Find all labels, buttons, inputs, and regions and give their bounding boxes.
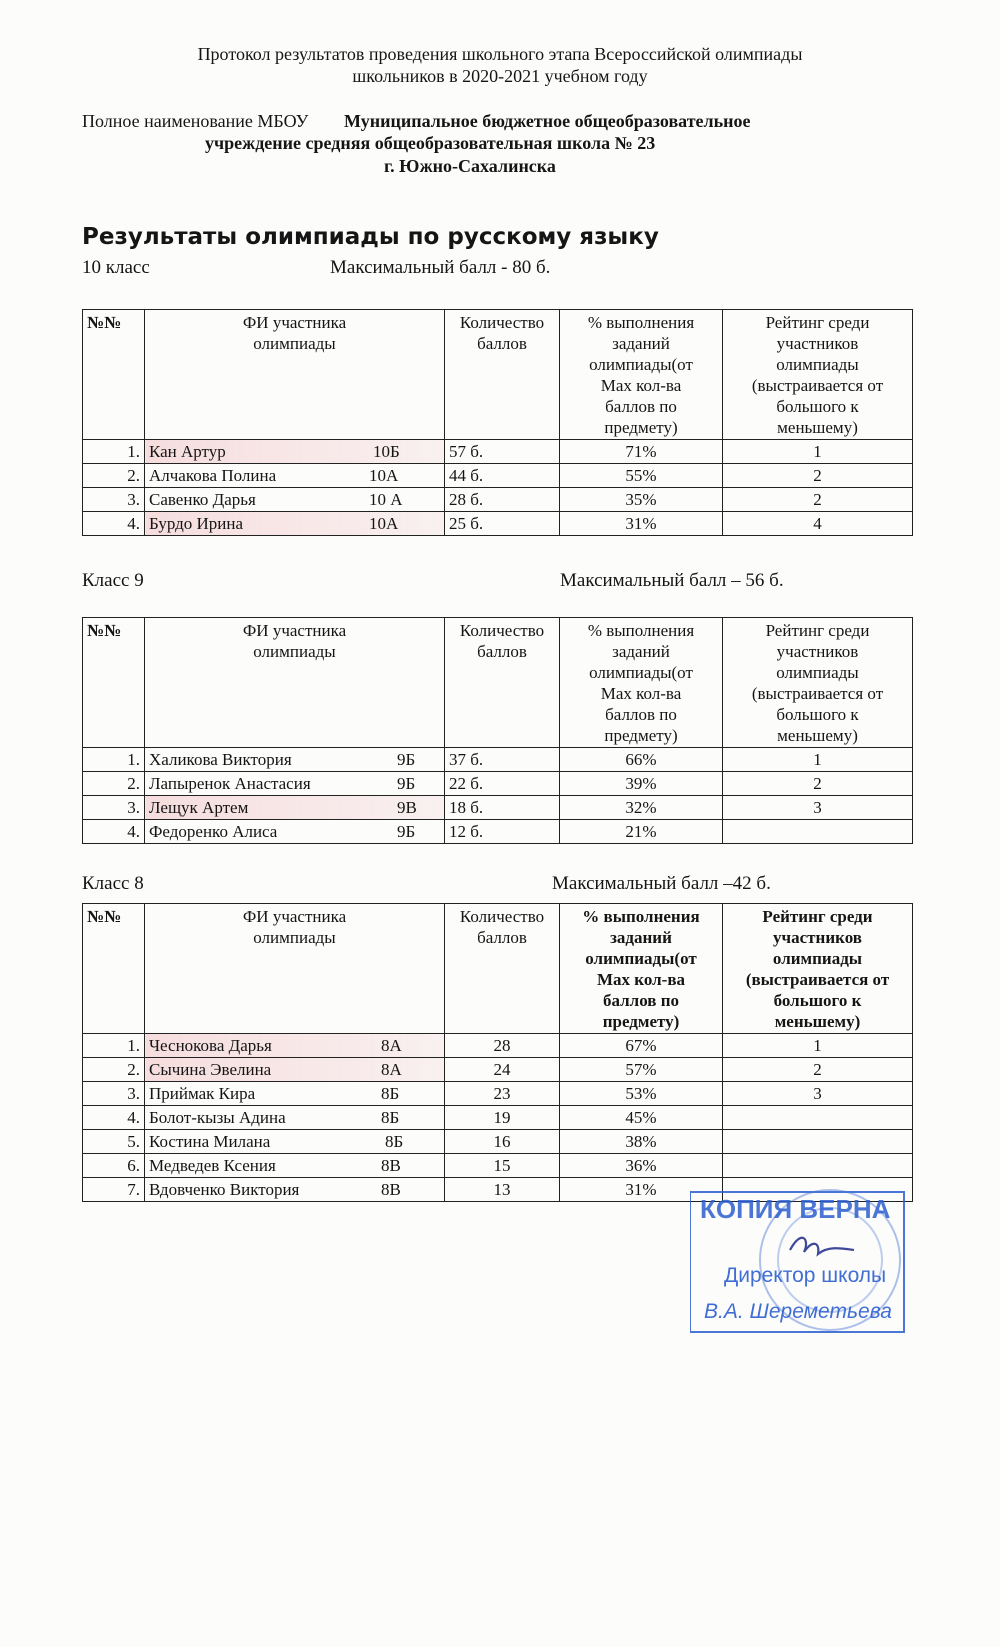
score-cell: 44 б. [445, 464, 560, 488]
grade-8-table [82, 903, 913, 1202]
rank-cell: 4 [723, 512, 913, 536]
percent-cell: 38% [560, 1130, 723, 1154]
rank-cell: 2 [723, 488, 913, 512]
grade-10-label: 10 класс [82, 257, 150, 278]
participant-name: Приймак Кира 8Б [145, 1082, 445, 1106]
percent-cell: 39% [560, 772, 723, 796]
table-header-row [83, 310, 913, 440]
grade-8-max-score: Максимальный балл –42 б. [552, 873, 771, 894]
rank-cell [723, 820, 913, 844]
participant-name: Халикова Виктория 9Б [145, 748, 445, 772]
col-num-header: №№ [83, 310, 145, 440]
table-row [83, 748, 913, 772]
row-num: 3. [83, 1082, 145, 1106]
percent-cell: 31% [560, 512, 723, 536]
participant-class: 8В [381, 1180, 401, 1199]
table-header-row [83, 904, 913, 1034]
participant-name: Костина Милана 8Б [145, 1130, 445, 1154]
table-row [83, 488, 913, 512]
row-num: 4. [83, 1106, 145, 1130]
grade-8-label: Класс 8 [82, 873, 144, 894]
grade-9-table [82, 617, 913, 844]
percent-cell: 36% [560, 1154, 723, 1178]
table-row [83, 512, 913, 536]
rank-cell: 1 [723, 440, 913, 464]
table-row [83, 1154, 913, 1178]
stamp-name-text: В.А. Шереметьева [704, 1300, 892, 1323]
table-row [83, 820, 913, 844]
score-cell: 57 б. [445, 440, 560, 464]
percent-cell: 35% [560, 488, 723, 512]
participant-name: Сычина Эвелина 8А [145, 1058, 445, 1082]
protocol-title-line1: Протокол результатов проведения школьного этапа Всероссийской олимпиады [197, 44, 803, 64]
grade-9-label: Класс 9 [82, 570, 144, 591]
score-cell: 22 б. [445, 772, 560, 796]
col-name-header: ФИ участника олимпиады [145, 904, 445, 1034]
score-cell: 25 б. [445, 512, 560, 536]
percent-cell: 21% [560, 820, 723, 844]
signature-icon [790, 1238, 854, 1254]
certification-stamp [690, 1188, 910, 1338]
score-cell: 16 [445, 1130, 560, 1154]
participant-class: 10А [369, 466, 399, 485]
row-num: 3. [83, 488, 145, 512]
col-rank-header: Рейтинг среди участников олимпиады (выстраивается от большого к меньшему) [723, 310, 913, 440]
col-score-header: Количество баллов [445, 618, 560, 748]
row-num: 6. [83, 1154, 145, 1178]
participant-class: 9В [397, 798, 417, 817]
row-num: 1. [83, 440, 145, 464]
row-num: 1. [83, 1034, 145, 1058]
score-cell: 24 [445, 1058, 560, 1082]
stamp-role-text: Директор школы [724, 1264, 887, 1287]
percent-cell: 53% [560, 1082, 723, 1106]
participant-class: 8А [381, 1060, 402, 1079]
col-pct-header: % выполнения заданий олимпиады(от Мах кол-ва баллов по предмету) [560, 310, 723, 440]
participant-name: Кан Артур 10Б [145, 440, 445, 464]
score-cell: 18 б. [445, 796, 560, 820]
col-score-header: Количество баллов [445, 904, 560, 1034]
col-rank-header: Рейтинг среди участников олимпиады (выстраивается от большого к меньшему) [723, 618, 913, 748]
participant-class: 10А [369, 514, 399, 533]
col-pct-header: % выполнения заданий олимпиады(от Мах кол-ва баллов по предмету) [560, 618, 723, 748]
col-num-header: №№ [83, 618, 145, 748]
grade-10-max-score: Максимальный балл - 80 б. [330, 257, 551, 278]
org-name-line2: учреждение средняя общеобразовательная школа № 23 [205, 133, 656, 153]
participant-name: Савенко Дарья 10 А [145, 488, 445, 512]
participant-class: 10Б [373, 442, 400, 461]
rank-cell [723, 1154, 913, 1178]
row-num: 2. [83, 1058, 145, 1082]
percent-cell: 55% [560, 464, 723, 488]
participant-class: 9Б [397, 774, 416, 793]
participant-name: Лапыренок Анастасия 9Б [145, 772, 445, 796]
percent-cell: 45% [560, 1106, 723, 1130]
table-row [83, 796, 913, 820]
rank-cell [723, 1130, 913, 1154]
percent-cell: 71% [560, 440, 723, 464]
table-row [83, 464, 913, 488]
row-num: 3. [83, 796, 145, 820]
participant-class: 8А [381, 1036, 402, 1055]
score-cell: 37 б. [445, 748, 560, 772]
participant-class: 9Б [397, 822, 416, 841]
participant-class: 9Б [397, 750, 416, 769]
percent-cell: 66% [560, 748, 723, 772]
row-num: 2. [83, 464, 145, 488]
rank-cell: 2 [723, 464, 913, 488]
rank-cell: 2 [723, 1058, 913, 1082]
participant-class: 8Б [385, 1132, 404, 1151]
participant-name: Болот-кызы Адина 8Б [145, 1106, 445, 1130]
table-row [83, 1082, 913, 1106]
col-num-header: №№ [83, 904, 145, 1034]
participant-class: 8В [381, 1156, 401, 1175]
col-rank-header: Рейтинг среди участников олимпиады (выстраивается от большого к меньшему) [723, 904, 913, 1034]
protocol-title-line2: школьников в 2020-2021 учебном году [352, 66, 648, 86]
col-name-header: ФИ участника олимпиады [145, 618, 445, 748]
table-row [83, 772, 913, 796]
rank-cell: 3 [723, 796, 913, 820]
table-row [83, 1034, 913, 1058]
participant-class: 8Б [381, 1108, 400, 1127]
row-num: 4. [83, 512, 145, 536]
table-row [83, 440, 913, 464]
table-row [83, 1058, 913, 1082]
stamp-copy-text: КОПИЯ ВЕРНА [700, 1194, 891, 1224]
score-cell: 12 б. [445, 820, 560, 844]
row-num: 4. [83, 820, 145, 844]
score-cell: 15 [445, 1154, 560, 1178]
participant-name: Федоренко Алиса 9Б [145, 820, 445, 844]
participant-name: Медведев Ксения 8В [145, 1154, 445, 1178]
rank-cell [723, 1106, 913, 1130]
section-title: Результаты олимпиады по русскому языку [82, 224, 659, 250]
org-label: Полное наименование МБОУ [82, 111, 309, 131]
score-cell: 28 [445, 1034, 560, 1058]
score-cell: 19 [445, 1106, 560, 1130]
rank-cell: 1 [723, 748, 913, 772]
table-row [83, 1130, 913, 1154]
table-header-row [83, 618, 913, 748]
score-cell: 23 [445, 1082, 560, 1106]
rank-cell: 2 [723, 772, 913, 796]
rank-cell: 3 [723, 1082, 913, 1106]
col-pct-header: % выполнения заданий олимпиады(от Мах кол-ва баллов по предмету) [560, 904, 723, 1034]
participant-name: Бурдо Ирина 10А [145, 512, 445, 536]
percent-cell: 57% [560, 1058, 723, 1082]
row-num: 7. [83, 1178, 145, 1202]
percent-cell: 32% [560, 796, 723, 820]
grade-10-table [82, 309, 913, 536]
table-row [83, 1106, 913, 1130]
score-cell: 13 [445, 1178, 560, 1202]
percent-cell: 67% [560, 1034, 723, 1058]
row-num: 1. [83, 748, 145, 772]
col-name-header: ФИ участника олимпиады [145, 310, 445, 440]
participant-class: 10 А [369, 490, 403, 509]
participant-name: Лещук Артем 9В [145, 796, 445, 820]
participant-class: 8Б [381, 1084, 400, 1103]
grade-9-max-score: Максимальный балл – 56 б. [560, 570, 784, 591]
participant-name: Чеснокова Дарья 8А [145, 1034, 445, 1058]
score-cell: 28 б. [445, 488, 560, 512]
percent-cell: 31% [560, 1178, 723, 1202]
row-num: 2. [83, 772, 145, 796]
org-name-line1: Муниципальное бюджетное общеобразовательное [344, 111, 751, 131]
rank-cell: 1 [723, 1034, 913, 1058]
org-name-line3: г. Южно-Сахалинска [384, 156, 556, 176]
participant-name: Алчакова Полина 10А [145, 464, 445, 488]
row-num: 5. [83, 1130, 145, 1154]
participant-name: Вдовченко Виктория 8В [145, 1178, 445, 1202]
col-score-header: Количество баллов [445, 310, 560, 440]
